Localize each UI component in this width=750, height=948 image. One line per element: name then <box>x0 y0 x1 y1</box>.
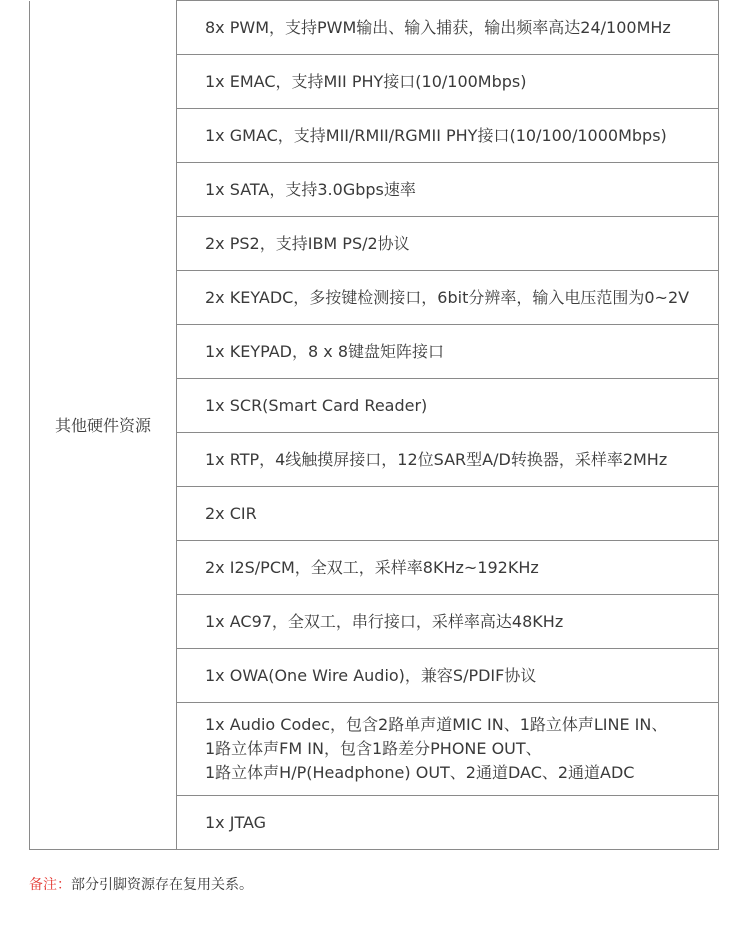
note-colon: ： <box>57 877 71 893</box>
spec-cell <box>177 217 719 271</box>
footnote <box>29 874 253 894</box>
spec-text: 1x SCR(Smart Card Reader) <box>205 395 428 415</box>
spec-text: 1x KEYPAD，8 x 8键盘矩阵接口 <box>205 341 445 361</box>
spec-table-body <box>30 1 719 850</box>
spec-text: 2x CIR <box>205 503 257 523</box>
spec-cell <box>177 487 719 541</box>
note-text: 部分引脚资源存在复用关系。 <box>71 877 253 893</box>
category-cell <box>30 1 177 850</box>
spec-cell <box>177 325 719 379</box>
spec-table <box>29 0 719 850</box>
spec-text: 1x GMAC，支持MII/RMII/RGMII PHY接口(10/100/1000Mbps) <box>205 125 667 145</box>
spec-cell <box>177 541 719 595</box>
spec-cell <box>177 163 719 217</box>
spec-cell <box>177 796 719 850</box>
spec-text: 2x I2S/PCM，全双工，采样率8KHz~192KHz <box>205 557 539 577</box>
spec-cell <box>177 703 719 796</box>
spec-cell <box>177 271 719 325</box>
spec-text: 1x OWA(One Wire Audio)，兼容S/PDIF协议 <box>205 665 537 685</box>
spec-text: 1x SATA，支持3.0Gbps速率 <box>205 179 416 199</box>
spec-text: 8x PWM，支持PWM输出、输入捕获，输出频率高达24/100MHz <box>205 17 671 37</box>
spec-text: 1x EMAC，支持MII PHY接口(10/100Mbps) <box>205 71 527 91</box>
spec-cell <box>177 1 719 55</box>
spec-text-line: 1路立体声FM IN，包含1路差分PHONE OUT、 <box>205 739 542 758</box>
spec-text: 2x PS2，支持IBM PS/2协议 <box>205 233 410 253</box>
spec-cell <box>177 109 719 163</box>
note-label: 备注 <box>29 877 57 893</box>
spec-text: 2x KEYADC，多按键检测接口，6bit分辨率，输入电压范围为0~2V <box>205 287 690 307</box>
category-label: 其他硬件资源 <box>54 416 151 436</box>
spec-cell <box>177 379 719 433</box>
spec-cell <box>177 649 719 703</box>
spec-cell <box>177 55 719 109</box>
spec-text: 1x JTAG <box>205 812 267 832</box>
spec-cell <box>177 595 719 649</box>
spec-text-line: 1x Audio Codec，包含2路单声道MIC IN、1路立体声LINE IN、 <box>205 715 668 734</box>
spec-text-line: 1路立体声H/P(Headphone) OUT、2通道DAC、2通道ADC <box>205 763 635 782</box>
spec-text: 1x RTP，4线触摸屏接口，12位SAR型A/D转换器，采样率2MHz <box>205 449 668 469</box>
spec-text: 1x AC97，全双工，串行接口，采样率高达48KHz <box>205 611 564 631</box>
table-row <box>30 1 719 55</box>
spec-cell <box>177 433 719 487</box>
